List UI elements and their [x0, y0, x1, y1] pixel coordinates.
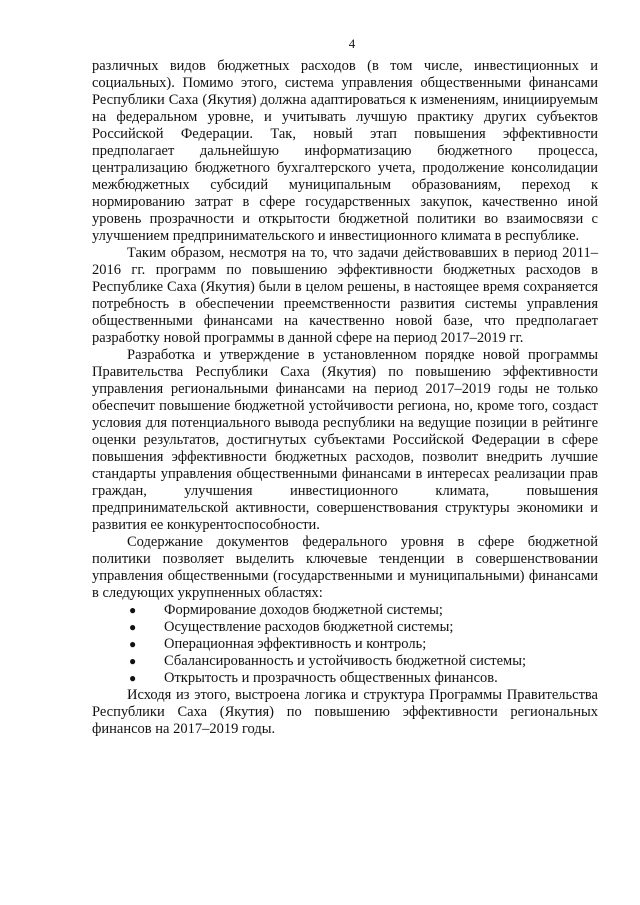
bullet-icon: ●	[129, 637, 137, 651]
list-item	[92, 653, 598, 670]
list-item-text: Операционная эффективность и контроль;	[164, 636, 427, 652]
list-item-text: Сбалансированность и устойчивость бюджетной системы;	[164, 653, 526, 669]
list-item	[92, 636, 598, 653]
list-item	[92, 619, 598, 636]
page-number: 4	[348, 36, 356, 51]
paragraph-continuation: различных видов бюджетных расходов (в том числе, инвестиционных и социальных). Помимо этого, система управления общественными финансами Республики Саха (Якутия) должна адаптироваться к изменениям, инициируемым на федеральном уровне, и учитывать лучшую практику других субъектов Российской Федерации. Так, новый этап повышения эффективности предполагает дальнейшую информатизацию бюджетного процесса, централизацию бюджетного бухгалтерского учета, продолжение консолидации межбюджетных субсидий муниципальным образованиям, переход к нормированию затрат в сфере государственных закупок, качественно иной уровень прозрачности и открытости бюджетной политики во взаимосвязи с улучшением предпринимательского и инвестиционного климата в республике.	[92, 58, 598, 244]
bullet-list	[92, 602, 598, 687]
bullet-icon: ●	[129, 620, 137, 634]
list-item	[92, 602, 598, 619]
paragraph-federal-documents: Содержание документов федерального уровня в сфере бюджетной политики позволяет выделить ключевые тенденции в совершенствовании управления общественными (государственными и муниципальными) финансами в следующих укрупненных областях:	[92, 534, 598, 601]
list-item-text: Формирование доходов бюджетной системы;	[164, 602, 443, 618]
bullet-icon: ●	[129, 603, 137, 617]
paragraph-program-logic: Исходя из этого, выстроена логика и структура Программы Правительства Республики Саха (Якутия) по повышению эффективности региональных финансов на 2017–2019 годы.	[92, 687, 598, 737]
paragraph-conclusion: Таким образом, несмотря на то, что задачи действовавших в период 2011–2016 гг. программ по повышению эффективности бюджетных расходов в Республике Саха (Якутия) были в целом решены, в настоящее время сохраняется потребность в обеспечении преемственности развития системы управления общественными финансами на качественно новой базе, что предполагает разработку новой программы в данной сфере на период 2017–2019 гг.	[92, 245, 598, 346]
paragraph-program-development: Разработка и утверждение в установленном порядке новой программы Правительства Республики Саха (Якутия) по повышению эффективности управления региональными финансами на период 2017–2019 годы не только обеспечит повышение бюджетной устойчивости региона, но, кроме того, создаст условия для потенциального вывода республики на ведущие позиции в рейтинге оценки результатов, достигнутых субъектами Российской Федерации в сфере повышения эффективности бюджетных расходов, позволит внедрить лучшие стандарты управления общественными финансами в интересах реализации прав граждан, улучшения инвестиционного климата, повышения предпринимательской активности, совершенствования структуры экономики и развития ее конкурентоспособности.	[92, 347, 598, 533]
list-item-text: Осуществление расходов бюджетной системы;	[164, 619, 454, 635]
list-item	[92, 670, 598, 687]
bullet-icon: ●	[129, 671, 137, 685]
bullet-icon: ●	[129, 654, 137, 668]
document-page	[92, 36, 598, 738]
list-item-text: Открытость и прозрачность общественных финансов.	[164, 670, 498, 686]
